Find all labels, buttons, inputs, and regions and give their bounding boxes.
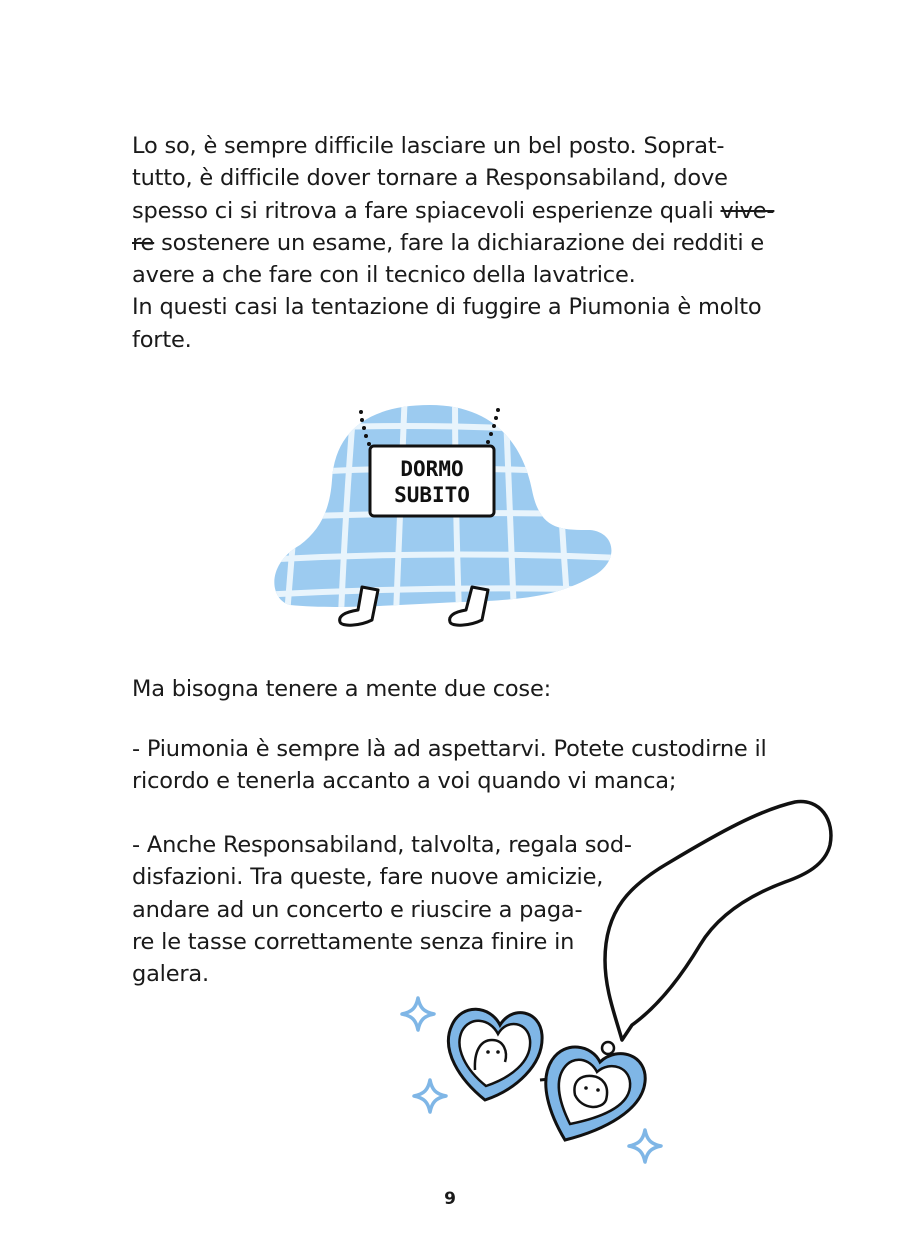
text-line: In questi casi la tentazione di fuggire a Piumonia è molto <box>132 294 762 321</box>
blanket-illustration <box>260 390 620 640</box>
struck-text: re <box>132 229 155 256</box>
locket-illustration <box>400 790 850 1180</box>
paragraph-intro <box>132 130 774 356</box>
text-line: tutto, è difficile dover tornare a Responsabiland, dove <box>132 165 728 192</box>
list-item-piumonia <box>132 733 767 798</box>
text-line: disfazioni. Tra queste, fare nuove amicizie, <box>132 864 604 891</box>
locket-chain <box>605 802 831 1040</box>
text-line: - Piumonia è sempre là ad aspettarvi. Potete custodirne il <box>132 736 767 762</box>
sparkle-icon <box>414 1080 446 1112</box>
text-line: andare ad un concerto e riuscire a paga- <box>132 896 583 923</box>
text-line: sostenere un esame, fare la dichiarazione dei redditi e <box>154 229 764 256</box>
text-line: - Anche Responsabiland, talvolta, regala sod- <box>132 832 632 858</box>
sign-label-1: DORMO <box>400 457 464 481</box>
struck-text: vive- <box>720 197 775 224</box>
locket-heart-right <box>546 1042 645 1140</box>
page-number: 9 <box>444 1189 456 1209</box>
paragraph-two-things: Ma bisogna tenere a mente due cose: <box>132 676 551 702</box>
locket-heart-left <box>448 1009 542 1100</box>
text-line: galera. <box>132 961 209 988</box>
sparkle-icon <box>402 998 434 1030</box>
text-line: ricordo e tenerla accanto a voi quando vi manca; <box>132 768 677 795</box>
text-line: avere a che fare con il tecnico della lavatrice. <box>132 262 636 289</box>
sign-label-2: SUBITO <box>394 483 470 507</box>
text-line: spesso ci si ritrova a fare spiacevoli esperienze quali <box>132 197 721 224</box>
text-line: re le tasse correttamente senza finire in <box>132 928 575 955</box>
text-line: Lo so, è sempre difficile lasciare un bel posto. Soprat- <box>132 133 725 159</box>
text-line: forte. <box>132 326 192 353</box>
sparkle-icon <box>629 1130 661 1162</box>
